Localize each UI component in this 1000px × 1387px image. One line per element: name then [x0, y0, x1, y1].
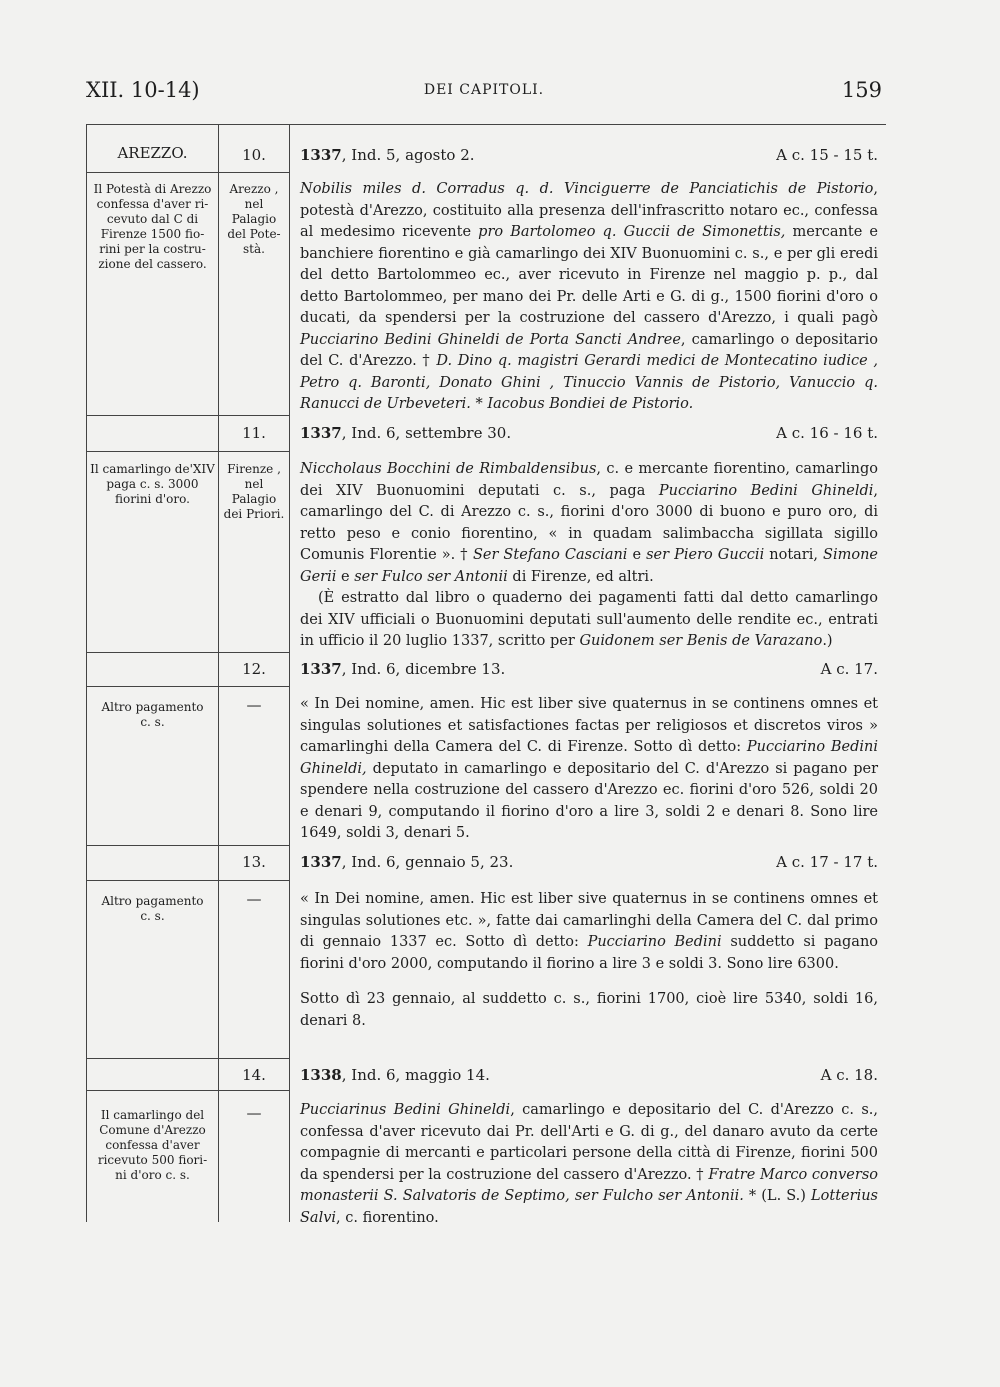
entry-summary: Il Potestà di Arezzo confessa d'aver ri- cevuto dal C di Firenze 1500 fio- rini per la costru- zione del cassero. [93, 182, 212, 271]
entry-note: Sotto dì 23 gennaio, al suddetto c. s., fiorini 1700, cioè lire 5340, soldi 16, denari 8. [300, 991, 878, 1029]
row-rule [86, 415, 290, 416]
header-rule [86, 124, 886, 125]
entry-summary: Il camarlingo del Comune d'Arezzo confessa d'aver ricevuto 500 fiori- ni d'oro c. s. [97, 1108, 208, 1182]
entry-summary: Altro pagamento c. s. [101, 700, 204, 729]
column-heading: AREZZO. [117, 144, 188, 162]
row-rule [86, 652, 290, 653]
archive-reference: A c. 15 - 15 t. [776, 146, 878, 164]
row-rule [86, 845, 290, 846]
entry-heading: 1338, Ind. 6, maggio 14. A c. 18. [300, 1066, 878, 1084]
entry-number: 13. [242, 853, 266, 871]
row-rule [86, 1090, 290, 1091]
entry-text: « In Dei nomine, amen. Hic est liber sive quaternus in se continens omnes et singulas solutiones et satisfactiones factas per religiosos et discretos viros » camarlinghi della Camera del C. di Firenze. Sotto dì detto: Pucciarino Bedini Ghineldi, deputato in camarlingo e depositario del C. d'Arezzo si pagano per spendere nella costruzione del cassero d'Arezzo ec. fiorini d'oro 526, soldi 20 e denari 9, computando il fiorino d'oro a lire 3, soldi 2 e denari 8. Sono lire 1649, soldi 3, denari 5. [300, 696, 878, 841]
entry-heading: 1337, Ind. 5, agosto 2. A c. 15 - 15 t. [300, 146, 878, 164]
place-dash: — [246, 890, 262, 908]
entry-number: 14. [242, 1066, 266, 1084]
row-rule [86, 451, 290, 452]
place-dash: — [246, 1104, 262, 1122]
entry-heading: 1337, Ind. 6, dicembre 13. A c. 17. [300, 660, 878, 678]
running-head-left: XII. 10-14) [86, 78, 200, 102]
entry-heading: 1337, Ind. 6, settembre 30. A c. 16 - 16 t. [300, 424, 878, 442]
entry-summary: Il camarlingo de'XIV paga c. s. 3000 fiorini d'oro. [90, 462, 215, 506]
page-number: 159 [841, 78, 882, 102]
archive-reference: A c. 17 - 17 t. [776, 853, 878, 871]
row-rule [86, 686, 290, 687]
entry-number: 10. [242, 146, 266, 164]
archive-reference: A c. 16 - 16 t. [776, 424, 878, 442]
entry-heading: 1337, Ind. 6, gennaio 5, 23. A c. 17 - 17 t. [300, 853, 878, 871]
entry-text: Pucciarinus Bedini Ghineldi, camarlingo e depositario del C. d'Arezzo c. s., confessa d'aver ricevuto dai Pr. dell'Arti e G. di g., del danaro avuto da certe compagnie di mercanti e particolari persone della città di Firenze, fiorini 500 da spendersi per la costruzione del cassero d'Arezzo. † Fratre Marco converso monasterii S. Salvatoris de Septimo, ser Fulcho ser Antonii. * (L. S.) Lotterius Salvi, c. fiorentino. [300, 1102, 878, 1226]
running-head-title: DEI CAPITOLI. [423, 82, 545, 98]
page-header [86, 78, 882, 108]
row-rule [86, 1058, 290, 1059]
entry-text: Nobilis miles d. Corradus q. d. Vinciguerre de Panciatichis de Pistorio, potestà d'Arezzo, costituito alla presenza dell'infrascritto notaro ec., confessa al medesimo ricevente pro Bartolomeo q. Guccii de Simonettis, mercante e banchiere fiorentino e già camarlingo dei XIV Buonuomini c. s., e per gli eredi del detto Bartolommeo ec., aver ricevuto in Firenze nel maggio p. p., dal detto Bartolommeo, per mano dei Pr. delle Arti e G. di g., 1500 fiorini d'oro o ducati, da spendersi per la costruzione del cassero d'Arezzo, i quali pagò Pucciarino Bedini Ghineldi de Porta Sancti Andree, camarlingo o depositario del C. d'Arezzo. † D. Dino q. magistri Gerardi medici de Montecatino iudice , Petro q. Baronti, Donato Ghini , Tinuccio Vannis de Pistorio, Vanuccio q. Ranucci de Urbeveteri. * Iacobus Bondiei de Pistorio. [300, 181, 878, 412]
archive-reference: A c. 18. [820, 1066, 878, 1084]
entry-text: « In Dei nomine, amen. Hic est liber sive quaternus in se continens omnes et singulas solutiones etc. », fatte dai camarlinghi della Camera del C. dal primo di gennaio 1337 ec. Sotto dì detto: Pucciarino Bedini suddetto si pagano fiorini d'oro 2000, computando il fiorino a lire 3 e soldi 3. Sono lire 6300. Sotto dì 23 gennaio, al suddetto c. s., fiorini 1700, cioè lire 5340, soldi 16, denari 8. [300, 889, 878, 1032]
row-rule [86, 172, 290, 173]
row-rule [86, 880, 290, 881]
place-dash: — [246, 696, 262, 714]
entry-note: (È estratto dal libro o quaderno dei pagamenti fatti dal detto camarlingo dei XIV ufficiali o Buonuomini deputati sull'aumento delle rendite ec., entrati in ufficio il 20 luglio 1337, scritto per Guidonem ser Benis de Varazano.) [300, 590, 878, 649]
entry-number: 11. [242, 424, 266, 442]
entry-place: Firenze , nel Palagio dei Priori. [223, 462, 285, 521]
archive-reference: A c. 17. [820, 660, 878, 678]
entry-text: Niccholaus Bocchini de Rimbaldensibus, c. e mercante fiorentino, camarlingo dei XIV Buonuomini deputati c. s., paga Pucciarino Bedini Ghineldi, camarlingo del C. di Arezzo c. s., fiorini d'oro 3000 di buono e puro oro, di retto peso e conio fiorentino, « in quadam salimbaccha sigillata sigillo Comunis Florentie ». † Ser Stefano Casciani e ser Piero Guccii notari, Simone Gerii e ser Fulco ser Antonii di Firenze, ed altri. (È estratto dal libro o quaderno dei pagamenti fatti dal detto camarlingo dei XIV ufficiali o Buonuomini deputati sull'aumento delle rendite ec., entrati in ufficio il 20 luglio 1337, scritto per Guidonem ser Benis de Varazano.) [300, 459, 878, 653]
entry-place: Arezzo , nel Palagio del Pote- stà. [227, 182, 281, 256]
entry-number: 12. [242, 660, 266, 678]
entry-summary: Altro pagamento c. s. [101, 894, 204, 923]
